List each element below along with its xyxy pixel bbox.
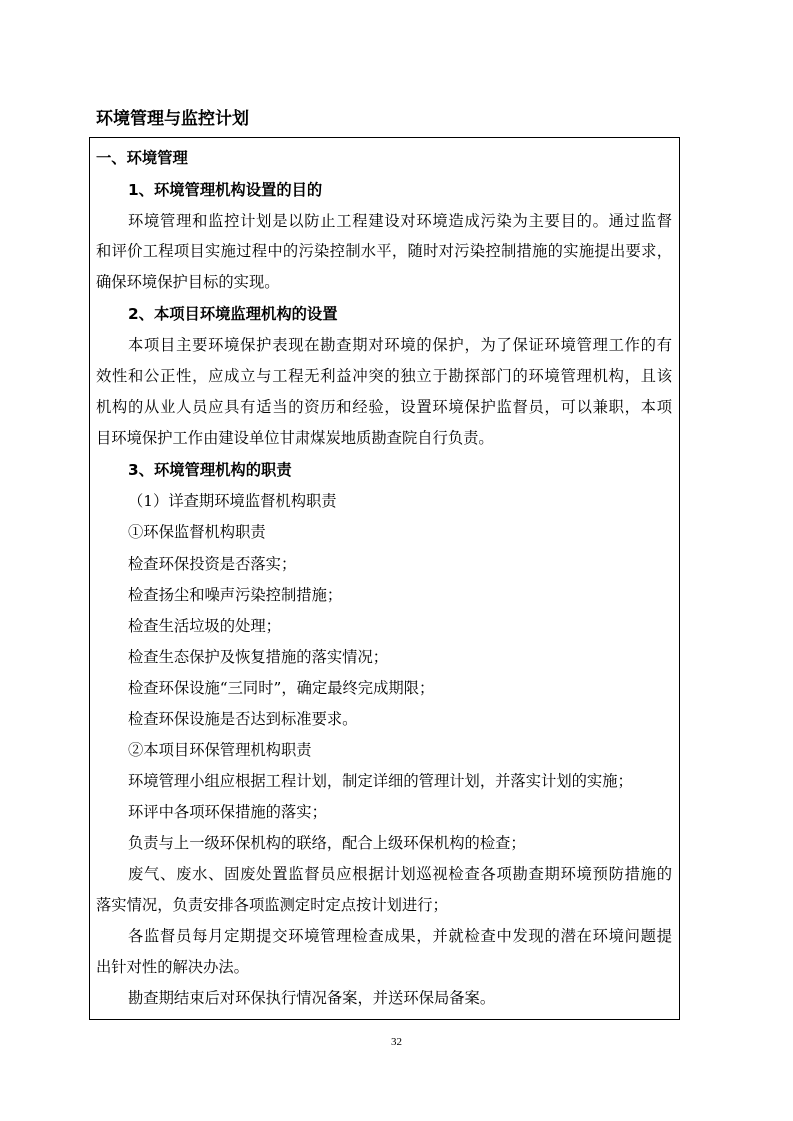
- list-item: 各监督员每月定期提交环境管理检查成果，并就检查中发现的潜在环境问题提: [128, 927, 672, 945]
- list-item: 勘查期结束后对环保执行情况备案，并送环保局备案。: [128, 989, 496, 1007]
- list-item: 检查环保设施是否达到标准要求。: [128, 710, 358, 728]
- list-item: 环境管理小组应根据工程计划，制定详细的管理计划，并落实计划的实施；: [128, 772, 633, 790]
- page-title: 环境管理与监控计划: [96, 109, 249, 129]
- paragraph-line: 本项目主要环境保护表现在勘查期对环境的保护，为了保证环境管理工作的有: [128, 336, 672, 354]
- paragraph-line: 和评价工程项目实施过程中的污染控制水平，随时对污染控制措施的实施提出要求，: [96, 242, 672, 260]
- list-item: 检查环保设施“三同时”，确定最终完成期限；: [128, 679, 435, 697]
- page-number: 32: [391, 1036, 402, 1048]
- paragraph-line: 效性和公正性，应成立与工程无利益冲突的独立于勘探部门的环境管理机构，且该: [96, 367, 672, 385]
- subsection-heading-2: 2、本项目环境监理机构的设置: [128, 305, 338, 323]
- paragraph-line: 目环境保护工作由建设单位甘肃煤炭地质勘查院自行负责。: [96, 429, 494, 447]
- paragraph-line: 机构的从业人员应具有适当的资历和经验，设置环境保护监督员，可以兼职，本项: [96, 398, 672, 416]
- list-item: 环评中各项环保措施的落实；: [128, 803, 327, 821]
- list-item: 负责与上一级环保机构的联络，配合上级环保机构的检查；: [128, 834, 526, 852]
- list-item: 落实情况，负责安排各项监测定时定点按计划进行；: [96, 896, 448, 914]
- list-heading: （1）详查期环境监督机构职责: [128, 492, 337, 510]
- list-item: 废气、废水、固废处置监督员应根据计划巡视检查各项勘查期环境预防措施的: [128, 865, 672, 883]
- list-subheading: ①环保监督机构职责: [128, 523, 266, 541]
- list-item: 检查生态保护及恢复措施的落实情况；: [128, 648, 389, 666]
- content-box: [89, 137, 680, 1020]
- subsection-heading-1: 1、环境管理机构设置的目的: [128, 181, 323, 199]
- section-heading: 一、环境管理: [96, 149, 188, 167]
- list-item: 检查扬尘和噪声污染控制措施；: [128, 586, 343, 604]
- subsection-heading-3: 3、环境管理机构的职责: [128, 461, 292, 479]
- list-subheading: ②本项目环保管理机构职责: [128, 741, 312, 759]
- list-item: 检查环保投资是否落实；: [128, 555, 297, 573]
- list-item: 出针对性的解决办法。: [96, 958, 249, 976]
- list-item: 检查生活垃圾的处理；: [128, 617, 281, 635]
- paragraph-line: 确保环境保护目标的实现。: [96, 273, 280, 291]
- paragraph-line: 环境管理和监控计划是以防止工程建设对环境造成污染为主要目的。通过监督: [128, 212, 672, 230]
